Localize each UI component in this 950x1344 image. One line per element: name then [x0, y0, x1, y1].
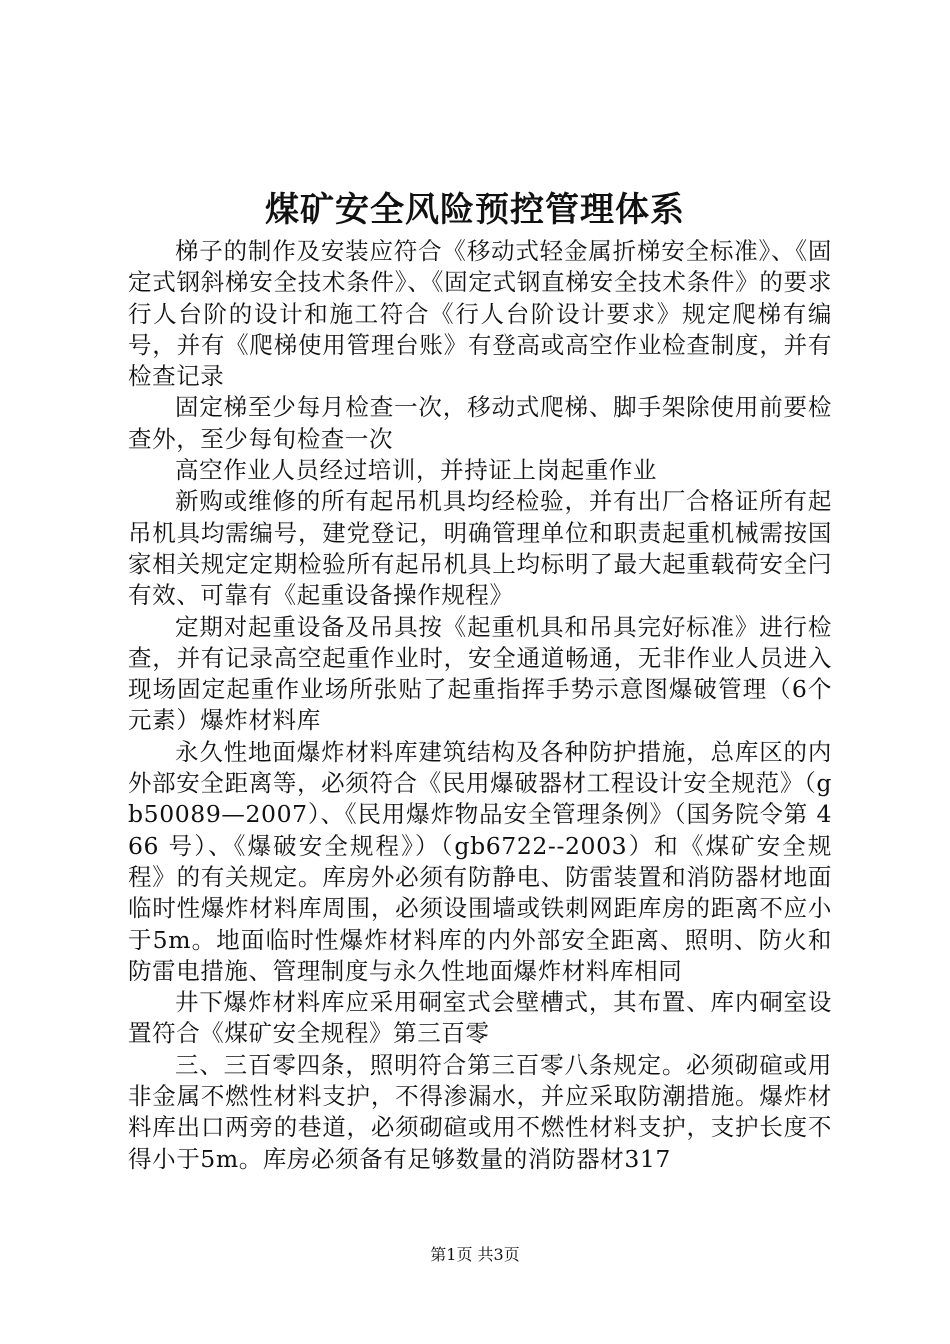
paragraph: 梯子的制作及安装应符合《移动式轻金属折梯安全标准》、《固定式钢斜梯安全技术条件》、《固定式钢直梯安全技术条件》的要求行人台阶的设计和施工符合《行人台阶设计要求》规定爬梯有编号，并有《爬梯使用管理台账》有登高或高空作业检查制度，并有检查记录: [128, 237, 832, 391]
paragraph: 三、三百零四条，照明符合第三百零八条规定。必须砌碹或用非金属不燃性材料支护，不得渗漏水，并应采取防潮措施。爆炸材料库出口两旁的巷道，必须砌碹或用不燃性材料支护，支护长度不得小于5m。库房必须备有足够数量的消防器材317: [128, 1050, 832, 1173]
paragraph: 定期对起重设备及吊具按《起重机具和吊具完好标准》进行检查，并有记录高空起重作业时，安全通道畅通，无非作业人员进入现场固定起重作业场所张贴了起重指挥手势示意图爆破管理（6个元素）爆炸材料库: [128, 612, 832, 735]
page-number-footer: 第1页 共3页: [430, 1245, 520, 1264]
paragraph: 高空作业人员经过培训，并持证上岗起重作业: [175, 456, 657, 485]
paragraph: 固定梯至少每月检查一次，移动式爬梯、脚手架除使用前要检查外，至少每旬检查一次: [128, 393, 832, 453]
paragraph: 井下爆炸材料库应采用硐室式会壁槽式，其布置、库内硐室设置符合《煤矿安全规程》第三百零: [128, 988, 832, 1048]
paragraph: 新购或维修的所有起吊机具均经检验，并有出厂合格证所有起吊机具均需编号，建党登记，明确管理单位和职责起重机械需按国家相关规定定期检验所有起吊机具上均标明了最大起重载荷安全闩有效、可靠有《起重设备操作规程》: [128, 487, 832, 610]
paragraph: 永久性地面爆炸材料库建筑结构及各种防护措施，总库区的内外部安全距离等，必须符合《民用爆破器材工程设计安全规范》（gb50089—2007）、《民用爆炸物品安全管理条例》（国务院令第 466 号）、《爆破安全规程》）（gb6722--2003）和《煤矿安全规程》的有关规定。库房外必须有防静电、防雷装置和消防器材地面临时性爆炸材料库周围，必须设围墙或铁刺网距库房的距离不应小于5m。地面临时性爆炸材料库的内外部安全距离、照明、防火和防雷电措施、管理制度与永久性地面爆炸材料库相同: [128, 737, 832, 985]
document-body: [128, 236, 832, 1175]
document-title: 煤矿安全风险预控管理体系: [265, 190, 685, 230]
